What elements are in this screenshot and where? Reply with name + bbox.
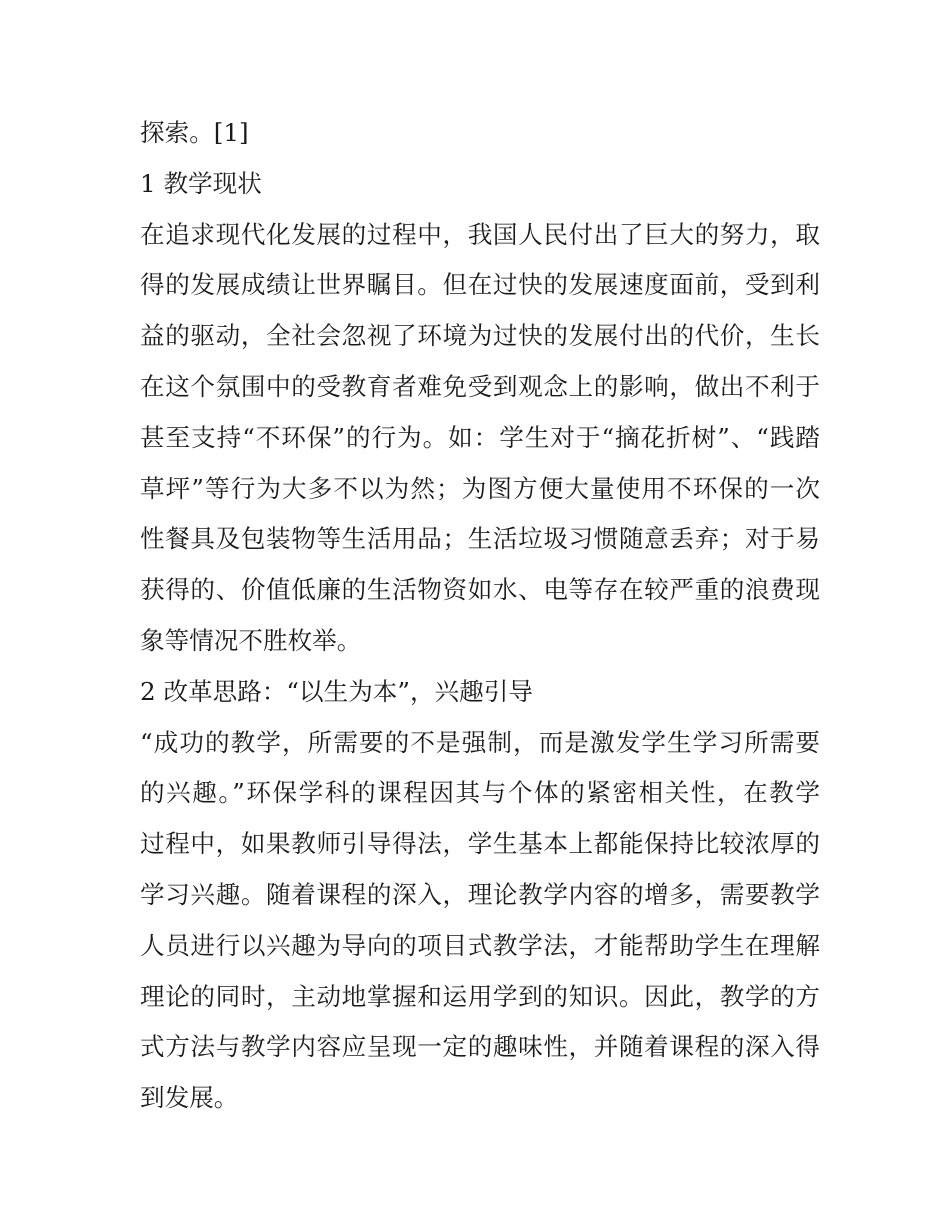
text-line: 获得的、价值低廉的生活物资如水、电等存在较严重的浪费现 [140,575,820,605]
text-line: 过程中，如果教师引导得法，学生基本上都能保持比较浓厚的 [140,829,820,859]
section-heading: 1 教学现状 [140,168,262,198]
text-line: 在这个氛围中的受教育者难免受到观念上的影响，做出不利于 [140,371,820,401]
text-line: 到发展。 [140,1083,239,1113]
text-line: 甚至支持“不环保”的行为。如：学生对于“摘花折树”、“践踏 [140,422,820,452]
text-line: 益的驱动，全社会忽视了环境为过快的发展付出的代价，生长 [140,321,820,351]
text-line: 人员进行以兴趣为导向的项目式教学法，才能帮助学生在理解 [140,930,820,960]
text-line: 探索。[1] [140,118,249,147]
text-line: 的兴趣。”环保学科的课程因其与个体的紧密相关性，在教学 [140,778,820,808]
text-line: 理论的同时，主动地掌握和运用学到的知识。因此，教学的方 [140,981,820,1011]
text-line: 在追求现代化发展的过程中，我国人民付出了巨大的努力，取 [140,219,820,249]
text-line: 象等情况不胜枚举。 [140,625,362,655]
document-body [140,108,820,1124]
text-line: 学习兴趣。随着课程的深入，理论教学内容的增多，需要教学 [140,879,820,909]
section-heading: 2 改革思路：“以生为本”，兴趣引导 [140,676,533,706]
text-line: 性餐具及包装物等生活用品；生活垃圾习惯随意丢弃；对于易 [140,524,820,554]
text-line: 草坪”等行为大多不以为然；为图方便大量使用不环保的一次 [140,473,820,503]
text-line: “成功的教学，所需要的不是强制，而是激发学生学习所需要 [140,727,820,757]
text-line: 得的发展成绩让世界瞩目。但在过快的发展速度面前，受到利 [140,270,820,300]
text-line: 式方法与教学内容应呈现一定的趣味性，并随着课程的深入得 [140,1032,820,1062]
